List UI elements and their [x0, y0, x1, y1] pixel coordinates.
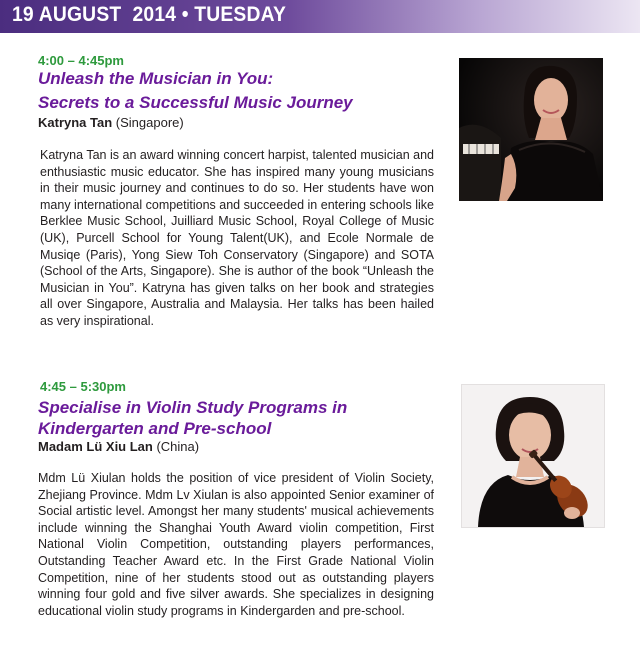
speaker-line — [38, 439, 199, 454]
speaker-bio: Mdm Lü Xiulan holds the position of vice president of Violin Society, Zhejiang Province. Mdm Lv Xiulan is also appointed Senior examiner of Social artistic level. Amongst her many students' musical achievements include winning the Shanghai Youth Award violin competition, First National Violin Competition, outstanding players performances, Outstanding Teacher Award etc. In the First Grade National Violin Competition, nine of her students stood out as outstanding players winning four gold and five silver awards. She specializes in designing educational violin study programs in Kindergarden and pre-school. — [38, 471, 434, 618]
date-heading: 19 AUGUST 2014 • TUESDAY — [12, 3, 287, 26]
portrait-violinist-photo — [461, 384, 605, 528]
session-time: 4:00 – 4:45pm — [38, 53, 124, 68]
session-title-line2: Secrets to a Successful Music Journey — [38, 93, 353, 112]
session-title-line1: Unleash the Musician in You: — [38, 69, 274, 88]
date-banner — [0, 0, 640, 33]
speaker-origin: (Singapore) — [112, 115, 184, 130]
session-title-line2: Kindergarten and Pre-school — [38, 419, 272, 438]
speaker-line — [38, 115, 184, 130]
portrait-harpist-photo — [459, 58, 603, 201]
speaker-name: Madam Lü Xiu Lan — [38, 439, 153, 454]
speaker-bio: Katryna Tan is an award winning concert harpist, talented musician and enthusiastic music educator. She has inspired many young musicians in their music journey and continues to do so. Her students have won many international competitions and succeeded in entering schools like Berklee Music School, Juilliard Music School, Royal College of Music (UK), Purcell School for Young Talent(UK), and Ecole Normale de Musiqe (Paris), Yong Siew Toh Conservatory (Singapore) and SOTA (School of the Arts, Singapore). She is author of the book “Unleash the Musician in You”. Katryna has given talks on her book and strategies all over Singapore, Australia and Malaysia. Her talks has been hailed as very inspirational. — [40, 148, 434, 328]
session-title-line1: Specialise in Violin Study Programs in — [38, 398, 348, 417]
session-time: 4:45 – 5:30pm — [40, 379, 126, 394]
speaker-origin: (China) — [152, 439, 200, 454]
speaker-name: Katryna Tan — [38, 115, 113, 130]
